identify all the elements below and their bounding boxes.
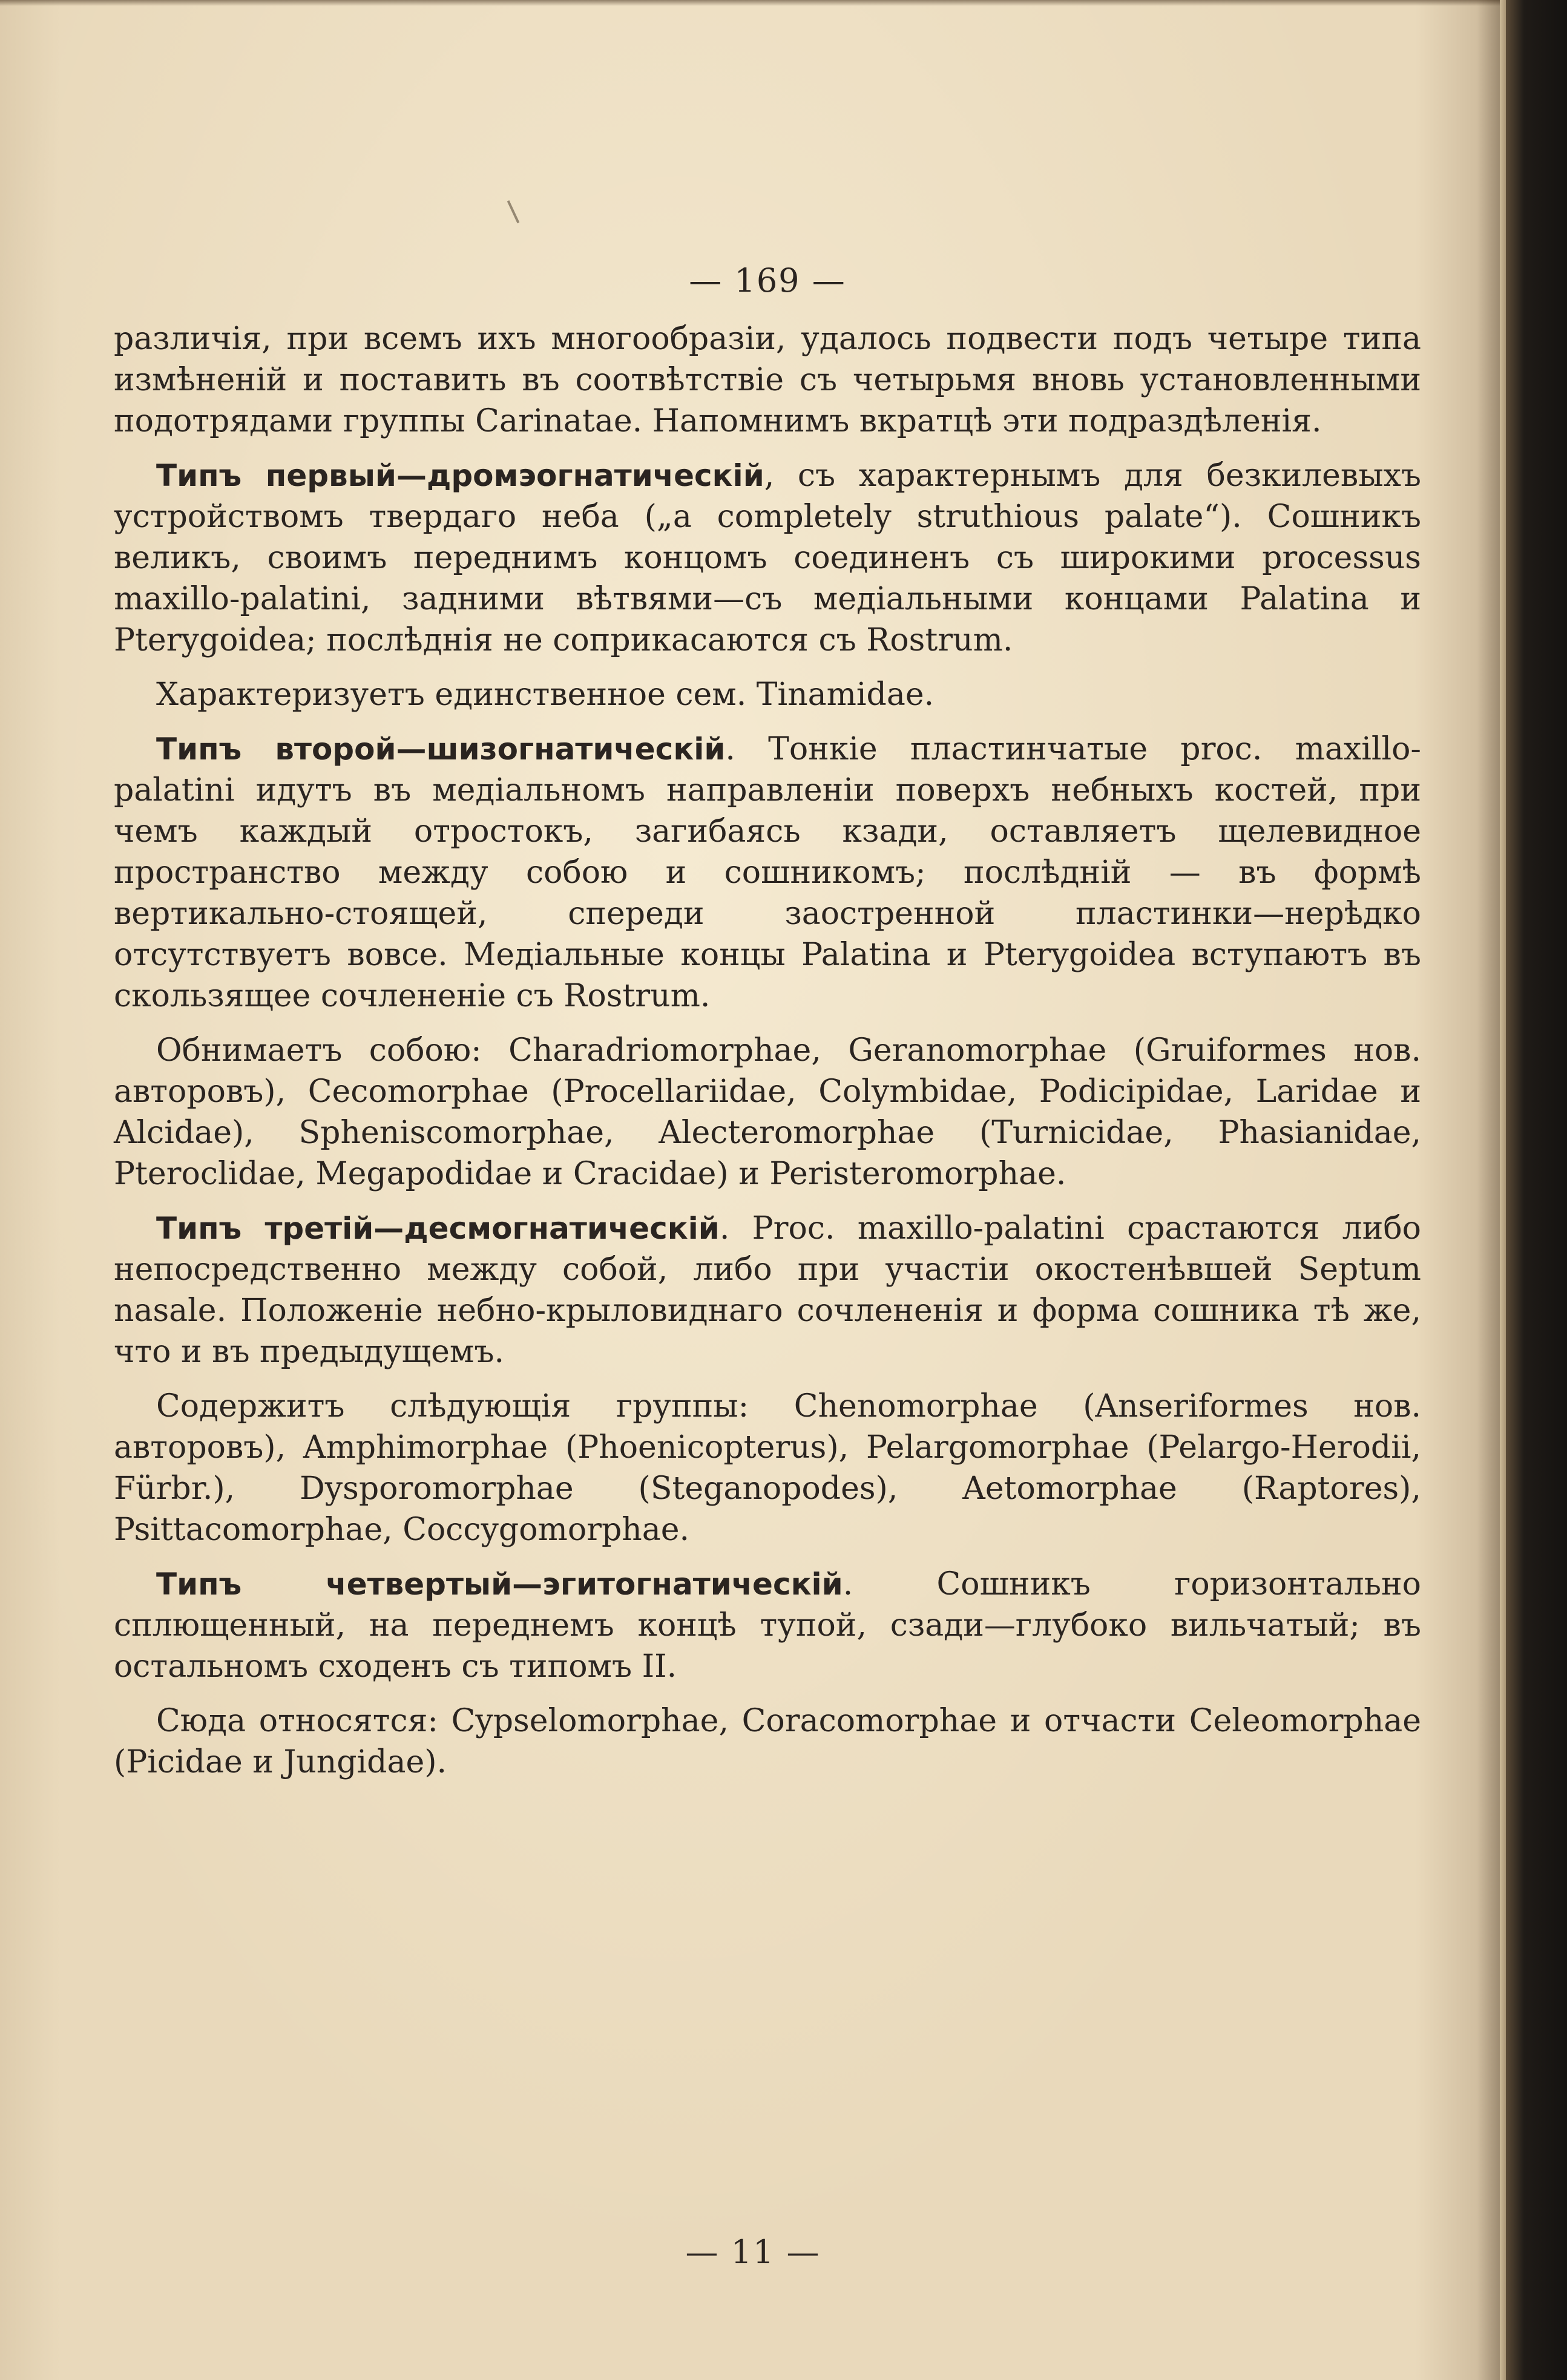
type-three-heading: Типъ третій—десмогнатическій	[156, 1211, 720, 1246]
paragraph-type-four	[114, 1564, 1421, 1687]
signature-mark-footer: — 11 —	[685, 2233, 821, 2271]
paragraph-type-three-members: Содержитъ слѣдующія группы: Chenomorphae (Anseriformes нов. авторовъ), Amphimorphae (Phoenicopterus), Pelargomorphae (Pelargo-Herodii, Fürbr.), Dysporomorphae (Steganopodes), Aetomorphae (Raptores), Psittacomorphae, Coccygomorphae.	[114, 1388, 1421, 1548]
paragraph-type-two	[114, 729, 1421, 1017]
paragraph-type-four-members: Сюда относятся: Cypselomorphae, Coracomorphae и отчасти Celeomorphae (Picidae и Jungidae).	[114, 1703, 1421, 1780]
paragraph-type-one-members: Характеризуетъ единственное сем. Tinamidae.	[156, 677, 935, 713]
type-four-text: . Сошникъ горизонтально сплющенный, на переднемъ концѣ тупой, сзади—глубоко вильчатый; въ остальномъ сходенъ съ типомъ II.	[114, 1566, 1421, 1685]
paragraph-type-three	[114, 1208, 1421, 1372]
paragraph-type-two-members: Обнимаетъ собою: Charadriomorphae, Geranomorphae (Gruiformes нов. авторовъ), Cecomorphae (Procellariidae, Colymbidae, Podicipidae, Laridae и Alcidae), Spheniscomorphae, Alecteromorphae (Turnicidae, Phasianidae, Pteroclidae, Megapodidae и Cracidae) и Peristeromorphae.	[114, 1032, 1421, 1192]
pencil-mark	[507, 200, 520, 223]
type-two-text: . Тонкіе пластинчатые proc. maxillo-palatini идутъ въ медіальномъ направленіи поверхъ небныхъ костей, при чемъ каждый отростокъ, загибаясь кзади, оставляетъ щелевидное пространство между собою и сошникомъ; послѣдній — въ формѣ вертикально-стоящей, спереди заостренной пластинки—нерѣдко отсутствуетъ вовсе. Медіальные концы Palatina и Pterygoidea вступаютъ въ скользящее сочлененіе съ Rostrum.	[114, 731, 1421, 1014]
page-top-shadow	[0, 0, 1506, 6]
book-spine-dark	[1506, 0, 1567, 2380]
paragraph-type-one	[114, 455, 1421, 661]
type-four-heading: Типъ четвертый—эгитогнатическій	[156, 1567, 843, 1602]
type-one-heading: Типъ первый—дромэогнатическій	[156, 458, 764, 493]
page-number-header: — 169 —	[689, 261, 846, 300]
type-two-heading: Типъ второй—шизогнатическій	[156, 732, 726, 767]
paragraph-intro: различія, при всемъ ихъ многообразіи, удалось подвести подъ четыре типа измѣненій и поставить въ соотвѣтствіе съ четырьмя вновь установленными подотрядами группы Carinatae. Напомнимъ вкратцѣ эти подраздѣленія.	[114, 321, 1421, 439]
type-one-text: , съ характернымъ для безкилевыхъ устройствомъ твердаго неба („a completely struthious palate“). Сошникъ великъ, своимъ переднимъ концомъ соединенъ съ широкими processus maxillo-palatini, задними вѣтвями—съ медіальными концами Palatina и Pterygoidea; послѣднія не соприкасаются съ Rostrum.	[114, 457, 1421, 658]
page-content	[114, 260, 1421, 1796]
type-three-text: . Proc. maxillo-palatini срастаются либо непосредственно между собой, либо при участіи окостенѣвшей Septum nasale. Положеніе небно-крыловиднаго сочлененія и форма сошника тѣ же, что и въ предыдущемъ.	[114, 1210, 1421, 1370]
